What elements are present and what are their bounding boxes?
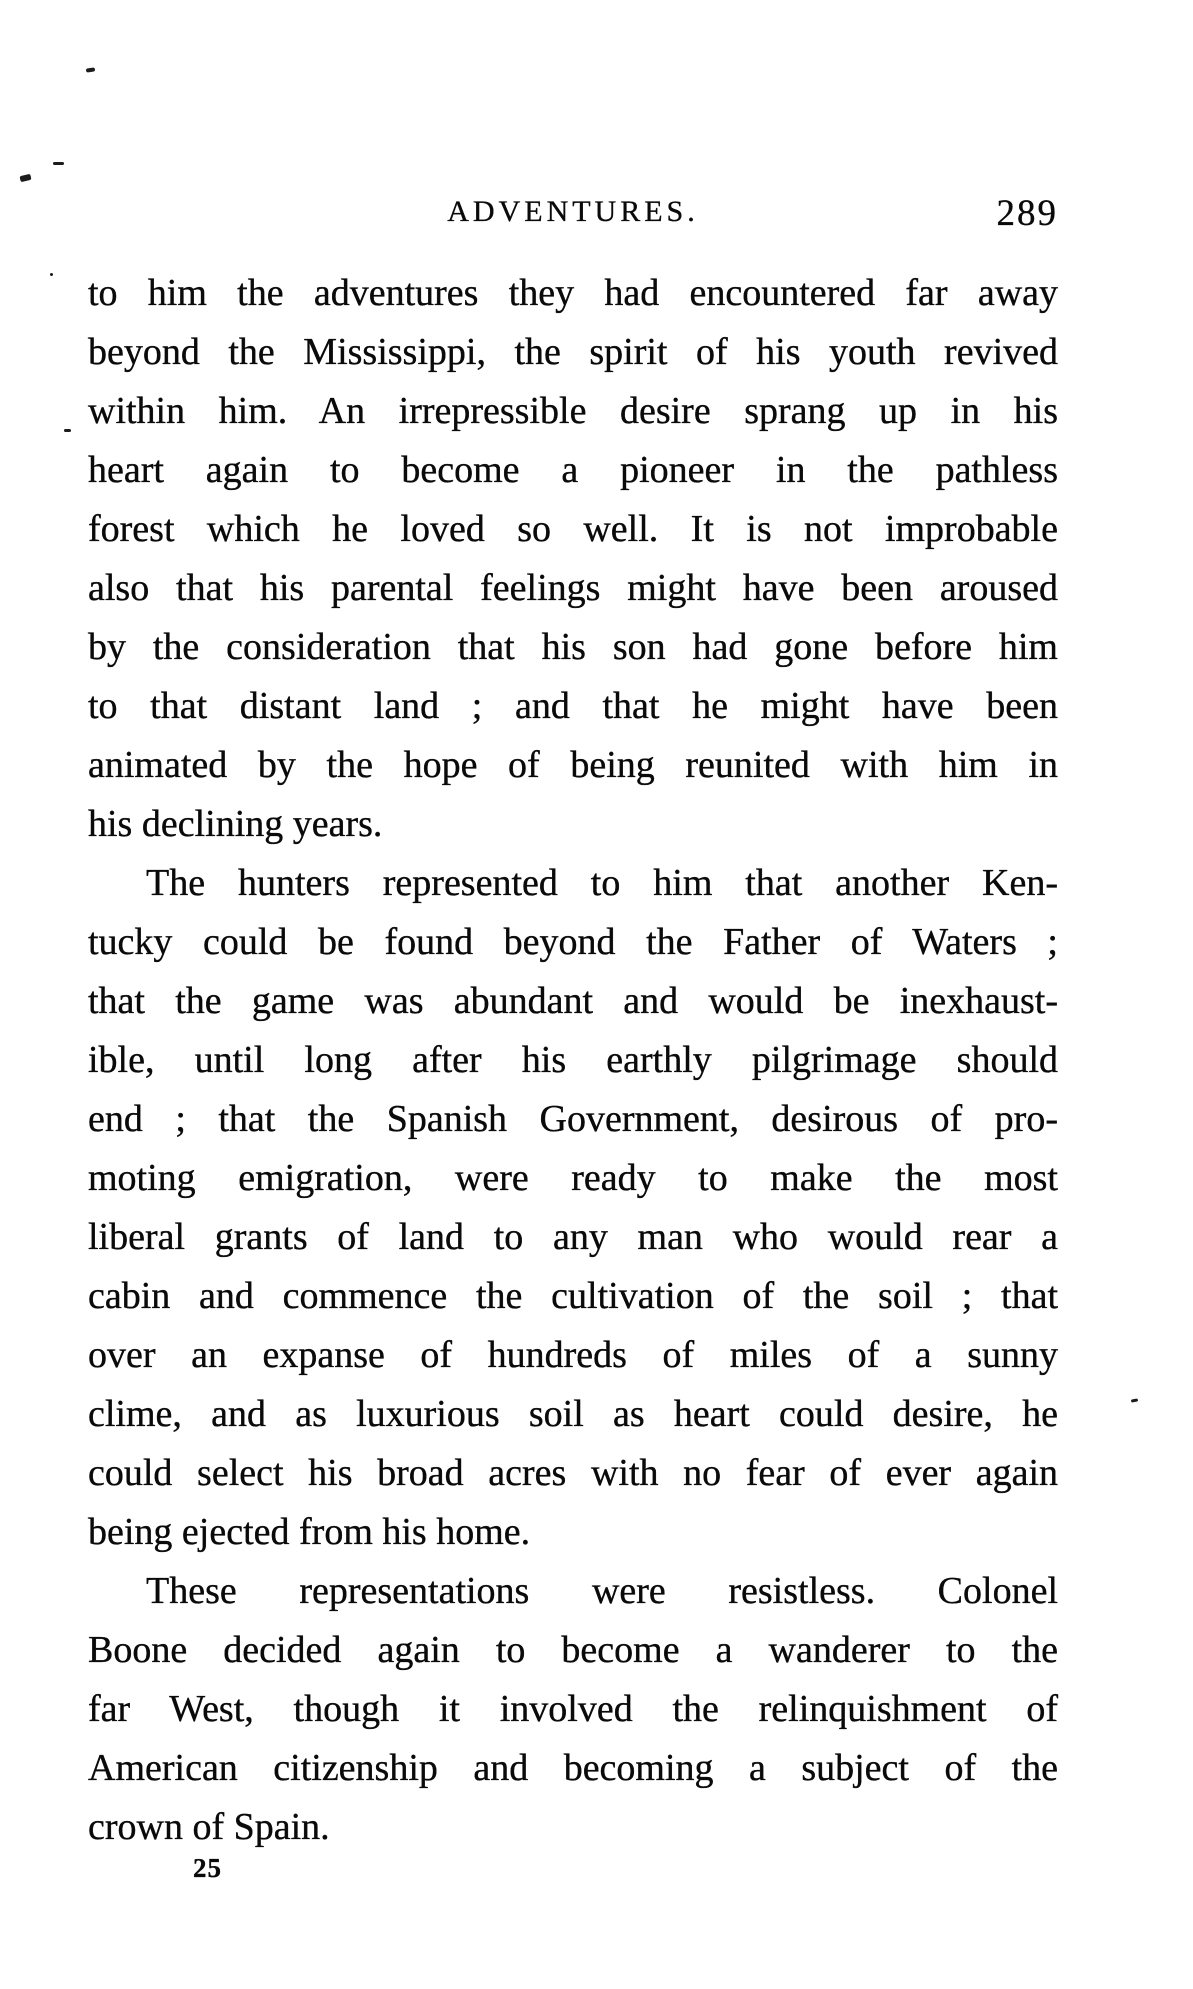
text-line: could select his broad acres with no fear of ever again: [88, 1452, 1058, 1494]
page-text: [88, 264, 1058, 1857]
page-number: 289: [996, 193, 1058, 234]
text-line: over an expanse of hundreds of miles of a sunny: [88, 1334, 1058, 1376]
scan-speck: [53, 162, 64, 165]
text-line: by the consideration that his son had gone before him: [88, 626, 1058, 668]
signature-mark: 25: [193, 1853, 222, 1883]
scan-speck: [1131, 1398, 1138, 1402]
text-line: moting emigration, were ready to make the most: [88, 1157, 1058, 1199]
running-title: ADVENTURES.: [447, 195, 699, 228]
text-line: animated by the hope of being reunited with him in: [88, 744, 1058, 786]
text-line: end ; that the Spanish Government, desirous of pro-: [88, 1098, 1058, 1140]
scan-speck: [50, 273, 53, 276]
text-line: also that his parental feelings might have been aroused: [88, 567, 1058, 609]
page-header: [88, 186, 1058, 238]
text-line: ible, until long after his earthly pilgrimage should: [88, 1039, 1058, 1081]
text-line: to that distant land ; and that he might have been: [88, 685, 1058, 727]
scan-speck: [64, 429, 71, 432]
text-line: within him. An irrepressible desire sprang up in his: [88, 390, 1058, 432]
text-line: The hunters represented to him that another Ken-: [146, 862, 1058, 904]
text-line: cabin and commence the cultivation of the soil ; that: [88, 1275, 1058, 1317]
text-line: These representations were resistless. Colonel: [146, 1570, 1058, 1612]
text-line: American citizenship and becoming a subject of the: [88, 1747, 1058, 1789]
scan-speck: [86, 67, 95, 72]
text-line: liberal grants of land to any man who would rear a: [88, 1216, 1058, 1258]
text-line: far West, though it involved the relinquishment of: [88, 1688, 1058, 1730]
text-line: his declining years.: [88, 803, 383, 845]
text-line: clime, and as luxurious soil as heart could desire, he: [88, 1393, 1058, 1435]
text-line: being ejected from his home.: [88, 1511, 531, 1553]
scan-speck: [19, 174, 31, 182]
text-line: that the game was abundant and would be inexhaust-: [88, 980, 1058, 1022]
text-line: tucky could be found beyond the Father of Waters ;: [88, 921, 1058, 963]
text-line: heart again to become a pioneer in the pathless: [88, 449, 1058, 491]
text-line: Boone decided again to become a wanderer to the: [88, 1629, 1058, 1671]
text-line: beyond the Mississippi, the spirit of his youth revived: [88, 331, 1058, 373]
text-line: forest which he loved so well. It is not improbable: [88, 508, 1058, 550]
text-line: to him the adventures they had encountered far away: [88, 272, 1058, 314]
text-line: crown of Spain.: [88, 1806, 330, 1848]
